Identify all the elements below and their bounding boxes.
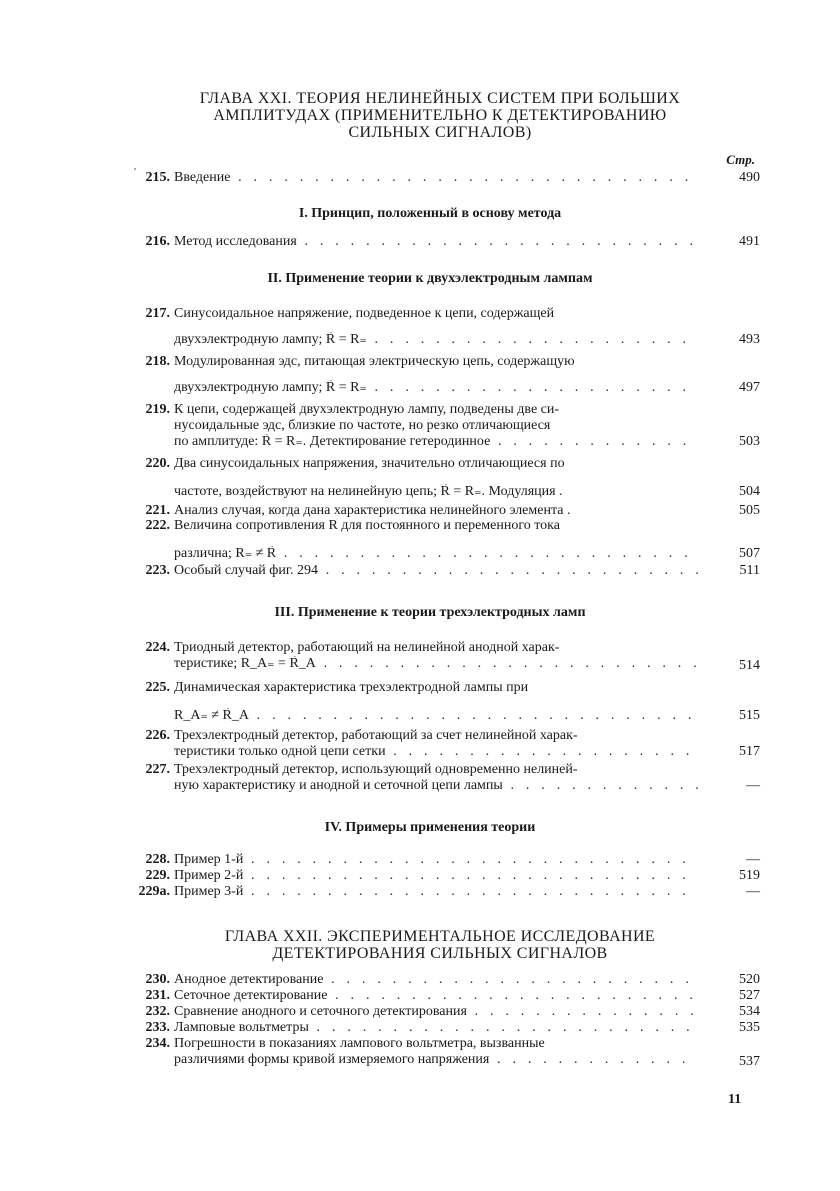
entry-number: 229. [145,868,170,883]
entry-line: Сравнение анодного и сеточного детектирования . . . [174,1004,698,1020]
entry-line: Модулированная эдс, питающая электрическую цепь, содержащую [174,354,575,369]
entry-page: — [746,884,760,899]
entry-text [174,988,698,1004]
chapter-title-line: АМПЛИТУДАХ (ПРИМЕНИТЕЛЬНО К ДЕТЕКТИРОВАНИЮ [213,107,667,124]
entry-text [174,762,698,794]
entry-line: нусоидальные эдс, близкие по частоте, но резко отличающиеся [174,418,551,433]
section-title: III. Применение к теории трехэлектродных ламп [274,605,586,620]
entry-page: 504 [739,484,760,499]
entry-line: Динамическая характеристика трехэлектродной лампы при [174,680,529,695]
page-number: 11 [728,1092,742,1107]
entry-page: 497 [739,380,760,395]
entry-text [174,456,698,500]
chapter-title-line: ДЕТЕКТИРОВАНИЯ СИЛЬНЫХ СИГНАЛОВ [272,945,608,962]
entry-text [174,1036,698,1068]
chapter-title-line: ГЛАВА XXII. ЭКСПЕРИМЕНТАЛЬНОЕ ИССЛЕДОВАНИЕ [224,928,656,945]
entry-number: 224. [145,640,170,655]
entry-number: 218. [145,354,170,369]
entry-line: Метод исследования . . . [174,234,698,250]
entry-line: по амплитуде: R̃ = R₌. Детектирование гетеродинное . . . [174,434,698,450]
entry-line: Особый случай фиг. 294 . . . [174,563,698,579]
entry-text [174,1020,698,1036]
entry-text [174,972,698,988]
entry-number: 222. [145,518,170,533]
section-title: I. Принцип, положенный в основу метода [298,206,562,221]
entry-line: Величина сопротивления R для постоянного и переменного тока [174,518,560,533]
entry-line: различна; R₌ ≠ R̃ . . . [174,546,698,562]
entry-page: 515 [739,708,760,723]
entry-line: К цепи, содержащей двухэлектродную лампу, подведены две си- [174,402,560,417]
entry-line: теристики только одной цепи сетки . . . [174,744,698,760]
entry-number: 231. [145,988,170,1003]
entry-number: 216. [145,234,170,249]
entry-text [174,640,698,672]
entry-number: 228. [145,852,170,867]
entry-number: 215. [145,170,170,185]
entry-number: 234. [145,1036,170,1051]
entry-page: 503 [739,434,760,449]
entry-line: Анализ случая, когда дана характеристика нелинейного элемента . [174,503,571,518]
page-column-label: Стр. [726,152,755,167]
entry-text [174,868,698,884]
entry-text [174,503,698,519]
entry-number: 227. [145,762,170,777]
entry-line: ную характеристику и анодной и сеточной цепи лампы . . . [174,778,698,794]
chapter-21-title [150,90,730,141]
entry-number: 217. [145,306,170,321]
entry-page: 507 [739,546,760,561]
entry-text [174,884,698,900]
chapter-title-line: ГЛАВА XXI. ТЕОРИЯ НЕЛИНЕЙНЫХ СИСТЕМ ПРИ БОЛЬШИХ [199,90,681,107]
entry-text [174,728,698,760]
entry-page: 511 [739,563,760,578]
entry-text [174,518,698,562]
entry-line: двухэлектродную лампу; R̃ = R₌ . . . [174,332,698,348]
entry-text [174,563,698,579]
entry-number: 229а. [138,884,170,899]
entry-number: 220. [145,456,170,471]
entry-number: 221. [145,503,170,518]
entry-page: 514 [739,658,760,673]
stray-mark: ′ [134,167,137,178]
entry-page: 505 [739,503,760,518]
entry-line: Ламповые вольтметры . . . [174,1020,698,1036]
entry-page: 493 [739,332,760,347]
entry-line: Триодный детектор, работающий на нелинейной анодной харак- [174,640,560,655]
entry-text [174,306,698,348]
entry-line: Синусоидальное напряжение, подведенное к цепи, содержащей [174,306,555,321]
entry-line: Сеточное детектирование . . . [174,988,698,1004]
entry-line: Пример 1-й . . . [174,852,698,868]
entry-text [174,1004,698,1020]
entry-text [174,234,698,250]
entry-line: Трехэлектродный детектор, использующий одновременно нелиней- [174,762,578,777]
entry-page: 534 [739,1004,760,1019]
entry-line: теристике; R_A₌ = R̃_A . . . [174,656,698,672]
entry-text [174,402,698,450]
entry-line: Анодное детектирование . . . [174,972,698,988]
entry-page: — [746,778,760,793]
entry-page: 517 [739,744,760,759]
entry-number: 219. [145,402,170,417]
entry-number: 223. [145,563,170,578]
entry-number: 232. [145,1004,170,1019]
entry-page: 519 [739,868,760,883]
entry-number: 233. [145,1020,170,1035]
entry-line: Два синусоидальных напряжения, значительно отличающиеся по [174,456,565,471]
entry-page: 535 [739,1020,760,1035]
entry-number: 230. [145,972,170,987]
entry-line: различиями формы кривой измеряемого напряжения . . . [174,1052,698,1068]
entry-number: 226. [145,728,170,743]
entry-page: 490 [739,170,760,185]
entry-line: частоте, воздействуют на нелинейную цепь; R̃ = R₌. Модуляция . [174,484,563,499]
entry-line: Погрешности в показаниях лампового вольтметра, вызванные [174,1036,545,1051]
entry-text [174,354,698,396]
entry-page: 491 [739,234,760,249]
chapter-22-title [150,928,730,962]
entry-page: — [746,852,760,867]
chapter-title-line: СИЛЬНЫХ СИГНАЛОВ) [348,124,532,141]
entry-page: 537 [739,1054,760,1069]
entry-line: двухэлектродную лампу; R̃ = R₌ . . . [174,380,698,396]
entry-line: Трехэлектродный детектор, работающий за счет нелинейной харак- [174,728,578,743]
entry-page: 527 [739,988,760,1003]
section-title: II. Применение теории к двухэлектродным лампам [267,271,593,286]
entry-number: 225. [145,680,170,695]
entry-text [174,852,698,868]
entry-line: Пример 2-й . . . [174,868,698,884]
entry-line: R_A₌ ≠ R̃_A . . . [174,708,698,724]
entry-text [174,680,698,724]
entry-text [174,170,698,186]
entry-line: Введение . . . [174,170,698,186]
entry-page: 520 [739,972,760,987]
section-title: IV. Примеры применения теории [324,820,536,835]
entry-line: Пример 3-й . . . [174,884,698,900]
